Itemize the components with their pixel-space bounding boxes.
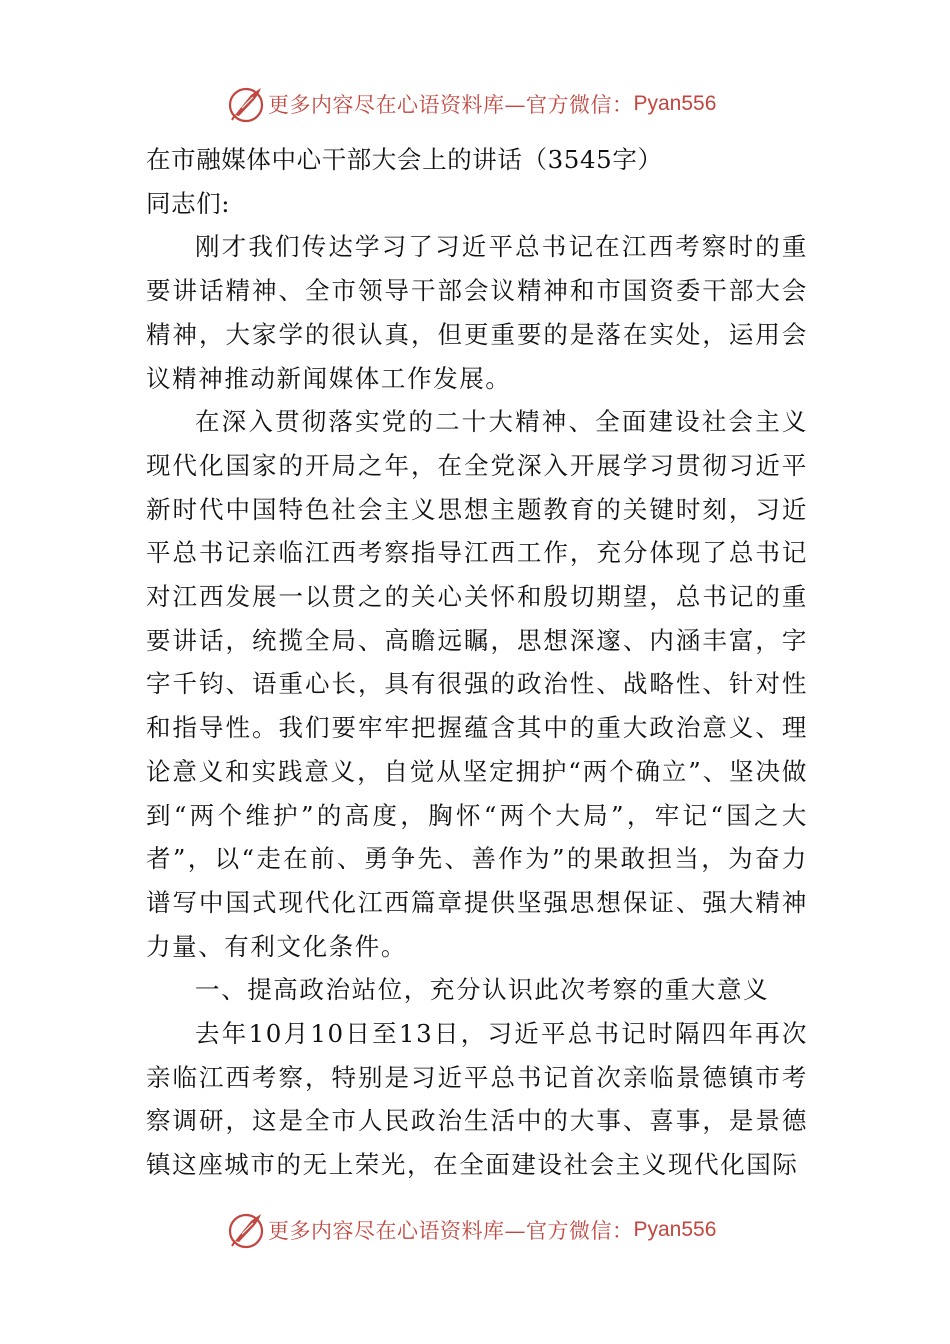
- watermark-wechat-id: Pyan556: [633, 1218, 717, 1241]
- quill-logo-icon: [226, 1210, 266, 1250]
- quill-logo-icon: [226, 84, 266, 124]
- section-heading-1: 一、提高政治站位，充分认识此次考察的重大意义: [195, 975, 770, 1005]
- paragraph-2: 在深入贯彻落实党的二十大精神、全面建设社会主义现代化国家的开局之年，在全党深入开展学习贯彻习近平新时代中国特色社会主义思想主题教育的关键时刻，习近平总书记亲临江西考察指导江西工作，充分体现了总书记对江西发展一以贯之的关心关怀和殷切期望，总书记的重要讲话，统揽全局、高瞻远瞩，思想深邃、内涵丰富，字字千钧、语重心长，具有很强的政治性、战略性、针对性和指导性。我们要牢牢把握蕴含其中的重大政治意义、理论意义和实践意义，自觉从坚定拥护“两个确立”、坚决做到“两个维护”的高度，胸怀“两个大局”，牢记“国之大者”，以“走在前、勇争先、善作为”的果敢担当，为奋力谱写中国式现代化江西篇章提供坚强思想保证、强大精神力量、有利文化条件。: [146, 407, 808, 961]
- watermark-text: 更多内容尽在心语资料库—官方微信：: [268, 93, 634, 117]
- watermark-banner-bottom: [226, 1210, 746, 1250]
- paragraph-1: 刚才我们传达学习了习近平总书记在江西考察时的重要讲话精神、全市领导干部会议精神和市国资委干部大会精神，大家学的很认真，但更重要的是落在实处，运用会议精神推动新闻媒体工作发展。: [146, 232, 808, 393]
- watermark-text: 更多内容尽在心语资料库—官方微信：: [268, 1219, 634, 1243]
- paragraph-3: 去年10月10日至13日，习近平总书记时隔四年再次亲临江西考察，特别是习近平总书记首次亲临景德镇市考察调研，这是全市人民政治生活中的大事、喜事，是景德镇这座城市的无上荣光，在全面建设社会主义现代化国际: [146, 1019, 808, 1180]
- watermark-wechat-id: Pyan556: [633, 92, 717, 115]
- greeting: 同志们:: [146, 188, 231, 218]
- watermark-banner-top: [226, 84, 746, 124]
- document-title: 在市融媒体中心干部大会上的讲话（3545字）: [146, 145, 663, 174]
- document-body: [146, 138, 808, 1187]
